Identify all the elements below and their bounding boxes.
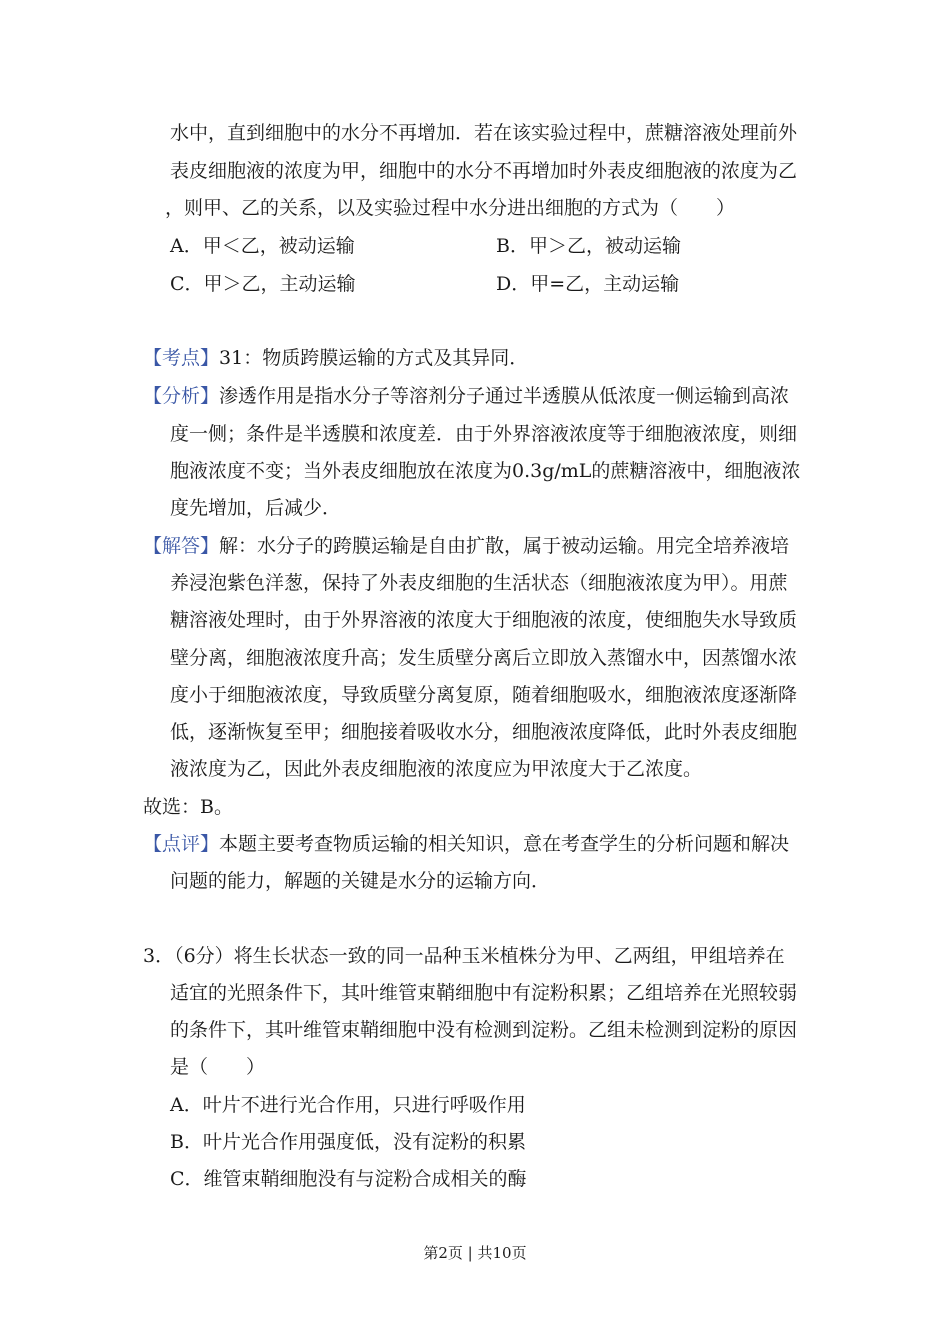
jieda-line-4: 壁分离，细胞液浓度升高；发生质壁分离后立即放入蒸馏水中，因蒸馏水浓 xyxy=(170,647,798,669)
q3-stem-line-1: 3．（6分）将生长状态一致的同一品种玉米植株分为甲、乙两组，甲组培养在 xyxy=(143,945,785,967)
fenxi-row xyxy=(143,383,789,409)
fenxi-line-1: 渗透作用是指水分子等溶剂分子通过半透膜从低浓度一侧运输到高浓 xyxy=(219,385,790,407)
q3-option-b: B．叶片光合作用强度低，没有淀粉的积累 xyxy=(170,1131,526,1153)
kaodian-tag: 【考点】 xyxy=(143,347,220,369)
jieda-line-1: 解：水分子的跨膜运输是自由扩散，属于被动运输。用完全培养液培 xyxy=(219,535,790,557)
jieda-line-2: 养浸泡紫色洋葱，保持了外表皮细胞的生活状态（细胞液浓度为甲）。用蔗 xyxy=(170,572,788,594)
q2-option-b: B．甲＞乙，被动运输 xyxy=(496,235,681,257)
q2-option-d: D．甲=乙，主动运输 xyxy=(496,273,680,295)
jieda-line-6: 低，逐渐恢复至甲；细胞接着吸收水分，细胞液浓度降低，此时外表皮细胞 xyxy=(170,721,798,743)
page-footer: 第2页 | 共10页 xyxy=(423,1244,527,1262)
q3-stem-line-2: 适宜的光照条件下，其叶维管束鞘细胞中有淀粉积累；乙组培养在光照较弱 xyxy=(170,982,798,1004)
q2-option-a: A．甲＜乙，被动运输 xyxy=(170,235,355,257)
answer-line: 故选：B。 xyxy=(143,796,233,818)
dianping-tag: 【点评】 xyxy=(143,833,220,855)
fenxi-line-3: 胞液浓度不变；当外表皮细胞放在浓度为0.3g/mL的蔗糖溶液中，细胞液浓 xyxy=(170,460,801,482)
fenxi-line-4: 度先增加，后减少． xyxy=(170,497,342,519)
fenxi-tag: 【分析】 xyxy=(143,385,220,407)
q2-stem-line-1: 水中，直到细胞中的水分不再增加．若在该实验过程中，蔗糖溶液处理前外 xyxy=(170,122,798,144)
q2-stem-line-2: 表皮细胞液的浓度为甲，细胞中的水分不再增加时外表皮细胞液的浓度为乙 xyxy=(170,160,798,182)
jieda-line-3: 糖溶液处理时，由于外界溶液的浓度大于细胞液的浓度，使细胞失水导致质 xyxy=(170,609,798,631)
dianping-row xyxy=(143,831,789,857)
dianping-line-1: 本题主要考查物质运输的相关知识，意在考查学生的分析问题和解决 xyxy=(219,833,790,855)
fenxi-line-2: 度一侧；条件是半透膜和浓度差．由于外界溶液浓度等于细胞液浓度，则细 xyxy=(170,423,798,445)
q2-stem-line-3: ，则甲、乙的关系，以及实验过程中水分进出细胞的方式为（ ） xyxy=(165,197,736,219)
jieda-line-7: 液浓度为乙，因此外表皮细胞液的浓度应为甲浓度大于乙浓度。 xyxy=(170,758,703,780)
jieda-row xyxy=(143,533,789,559)
jieda-line-5: 度小于细胞液浓度，导致质壁分离复原，随着细胞吸水，细胞液浓度逐渐降 xyxy=(170,684,798,706)
q3-stem-line-4: 是（ ） xyxy=(170,1056,266,1078)
q3-option-c: C．维管束鞘细胞没有与淀粉合成相关的酶 xyxy=(170,1168,527,1190)
q3-stem-line-3: 的条件下，其叶维管束鞘细胞中没有检测到淀粉。乙组未检测到淀粉的原因 xyxy=(170,1019,798,1041)
jieda-tag: 【解答】 xyxy=(143,535,220,557)
kaodian-row xyxy=(143,345,528,371)
dianping-line-2: 问题的能力，解题的关键是水分的运输方向． xyxy=(170,870,551,892)
q2-option-c: C．甲＞乙，主动运输 xyxy=(170,273,356,295)
q3-option-a: A．叶片不进行光合作用，只进行呼吸作用 xyxy=(170,1094,526,1116)
kaodian-text: 31：物质跨膜运输的方式及其异同． xyxy=(219,347,529,369)
